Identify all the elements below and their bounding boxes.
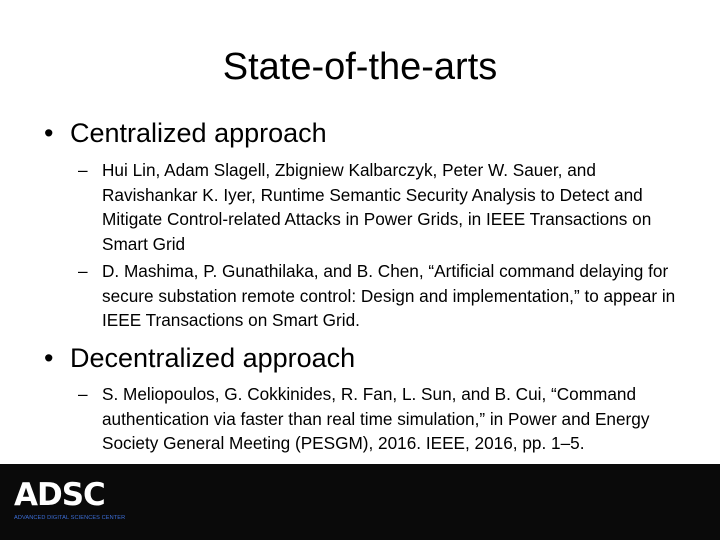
reference-item bbox=[78, 382, 688, 456]
reference-item bbox=[78, 158, 688, 256]
reference-text: D. Mashima, P. Gunathilaka, and B. Chen, “Artificial command delaying for secure substation remote control: Design and implementation,” to appear in IEEE Transactions on Smart Grid. bbox=[102, 261, 676, 330]
section-heading-label: Decentralized approach bbox=[70, 343, 356, 373]
section-heading-centralized bbox=[44, 116, 327, 150]
logo-text: ADSC bbox=[14, 477, 105, 513]
logo-subtitle: ADVANCED DIGITAL SCIENCES CENTER bbox=[14, 515, 126, 521]
section-heading-decentralized bbox=[44, 341, 355, 375]
dash-icon: – bbox=[78, 160, 88, 180]
dash-icon: – bbox=[78, 261, 88, 281]
dash-icon: – bbox=[78, 384, 88, 404]
bullet-icon: • bbox=[44, 343, 54, 373]
bullet-icon: • bbox=[44, 118, 54, 148]
section-heading-label: Centralized approach bbox=[70, 118, 327, 148]
slide-title: State-of-the-arts bbox=[222, 46, 498, 88]
adsc-logo bbox=[14, 478, 124, 528]
footer-bar bbox=[0, 464, 720, 540]
reference-text: Hui Lin, Adam Slagell, Zbigniew Kalbarczyk, Peter W. Sauer, and Ravishankar K. Iyer, Runtime Semantic Security Analysis to Detect and Mitigate Control-related Attacks in Power Grids, in IEEE Transactions on Smart Grid bbox=[102, 160, 652, 254]
reference-item bbox=[78, 259, 688, 333]
reference-text: S. Meliopoulos, G. Cokkinides, R. Fan, L. Sun, and B. Cui, “Command authentication via faster than real time simulation,” in Power and Energy Society General Meeting (PESGM), 2016. IEEE, 2016, pp. 1–5. bbox=[102, 384, 650, 453]
